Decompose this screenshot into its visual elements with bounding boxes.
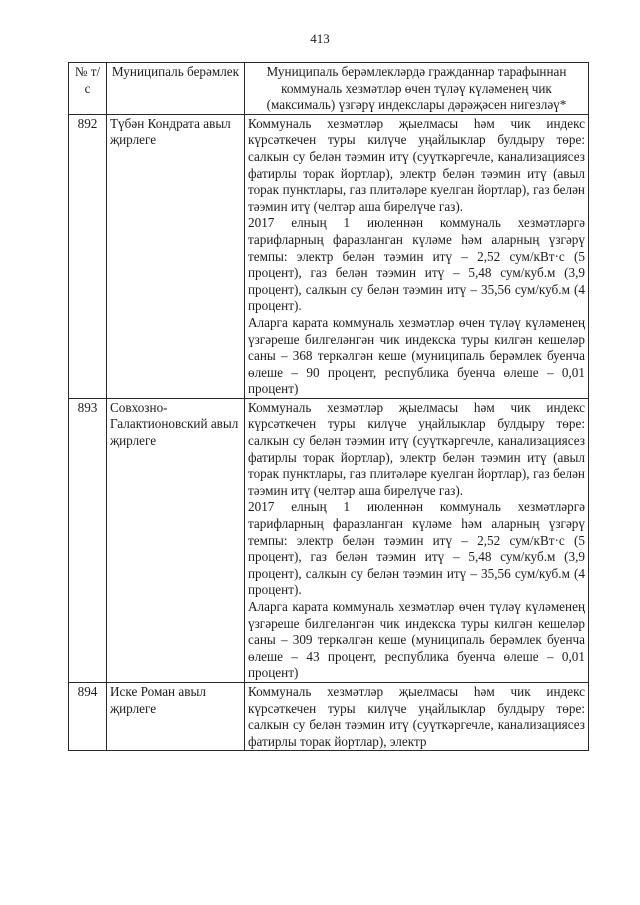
- table-row: [69, 114, 589, 398]
- page-number: 413: [310, 31, 330, 46]
- row-number: 892: [69, 114, 107, 398]
- description-paragraph: Коммуналь хезмәтләр җыелмасы һәм чик индекс күрсәткечен туры килүче уңайлыклар булдыру төре: салкын су белән тәэмин итү (суүткәргечле, канализациясез фатирлы торак йортлар), электр белән тәэмин итү (авыл торак пунктлары, газ плитәләре куелган йортлар), газ белән тәэмин итү (челтәр аша бирелүче газ).: [248, 115, 585, 214]
- row-description: [245, 114, 589, 398]
- description-paragraph: 2017 елның 1 июленнән коммуналь хезмәтләргә тарифларның фаразланган күләме һәм аларның үзгәрү темпы: электр белән тәэмин итү – 2,52 сум/кВт·с (5 процент), газ белән тәэмин итү – 5,48 сум/куб.м (3,9 процент), салкын су белән тәэмин итү – 35,56 сум/куб.м (4 процент).: [248, 215, 585, 314]
- table-row: [69, 682, 589, 750]
- row-municipality: Иске Роман авыл җирлеге: [107, 682, 245, 750]
- header-description: Муниципаль берәмлекләрдә гражданнар тарафыннан коммуналь хезмәтләр өчен түләү күләменең чик (максималь) үзгәрү индекслары дәрәҗәсен нигезләү*: [245, 63, 589, 115]
- row-number: 893: [69, 398, 107, 682]
- description-paragraph: Аларга карата коммуналь хезмәтләр өчен түләү күләменең үзгәреше билгеләнгән чик индекска туры килгән кешеләр саны – 368 теркәлгән кеше (муниципаль берәмлек буенча өлеше – 90 процент, республика буенча өлеше – 0,01 процент): [248, 314, 585, 397]
- description-paragraph: Аларга карата коммуналь хезмәтләр өчен түләү күләменең үзгәреше билгеләнгән чик индекска туры килгән кешеләр саны – 309 теркәлгән кеше (муниципаль берәмлек буенча өлеше – 43 процент, республика буенча өлеше – 0,01 процент): [248, 599, 585, 681]
- row-municipality: Түбән Кондрата авыл җирлеге: [107, 114, 245, 398]
- table-row: [69, 398, 589, 682]
- header-municipality: Муниципаль берәмлек: [107, 63, 245, 115]
- description-paragraph: Коммуналь хезмәтләр җыелмасы һәм чик индекс күрсәткечен туры килүче уңайлыклар булдыру төре: салкын су белән тәэмин итү (суүткәргечле, канализациясез фатирлы торак йортлар), электр: [248, 683, 585, 749]
- row-municipality: Совхозно-Галактионовский авыл җирлеге: [107, 398, 245, 682]
- header-number: № т/с: [69, 63, 107, 115]
- row-description: [245, 682, 589, 750]
- row-number: 894: [69, 682, 107, 750]
- description-paragraph: Коммуналь хезмәтләр җыелмасы һәм чик индекс күрсәткечен туры килүче уңайлыклар булдыру төре: салкын су белән тәэмин итү (суүткәргечле, канализациясез фатирлы торак йортлар), электр белән тәэмин итү (авыл торак пунктлары, газ плитәләре куелган йортлар), газ белән тәэмин итү (челтәр аша бирелүче газ).: [248, 399, 585, 498]
- municipal-index-table: [68, 62, 589, 751]
- table-header-row: [69, 63, 589, 115]
- row-description: [245, 398, 589, 682]
- description-paragraph: 2017 елның 1 июленнән коммуналь хезмәтләргә тарифларның фаразланган күләме һәм аларның үзгәрү темпы: электр белән тәэмин итү – 2,52 сум/кВт·с (5 процент), газ белән тәэмин итү – 5,48 сум/куб.м (3,9 процент), салкын су белән тәэмин итү – 35,56 сум/куб.м (4 процент).: [248, 499, 585, 598]
